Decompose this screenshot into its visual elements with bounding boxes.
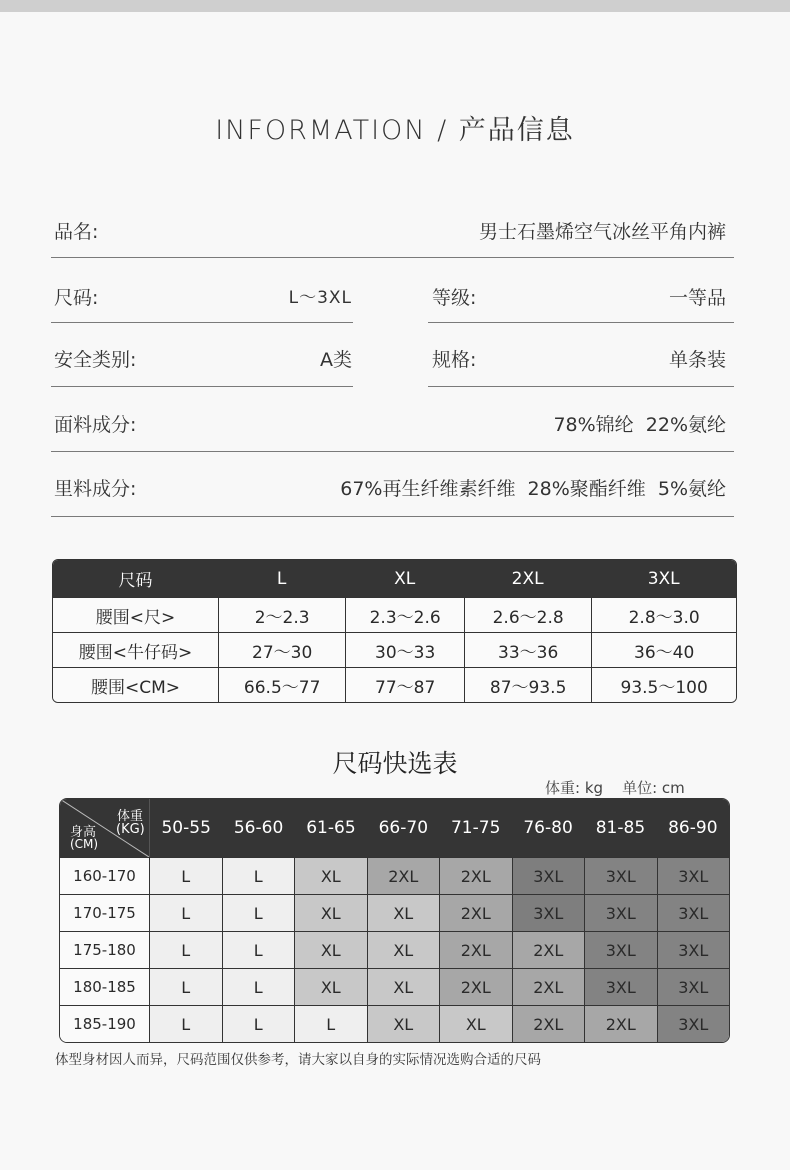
table-cell: 27～30 (218, 632, 345, 667)
size-cell: 3XL (657, 932, 730, 968)
table-row (60, 857, 729, 894)
weight-header: 61-65 (306, 818, 356, 838)
weight-header: 86-90 (668, 818, 718, 838)
size-cell: 2XL (367, 858, 440, 894)
size-cell: 3XL (657, 1006, 730, 1042)
name-label: 品名: (54, 221, 99, 243)
table-row (53, 597, 736, 632)
header-3xl: 3XL (591, 560, 736, 597)
size-cell: 3XL (657, 858, 730, 894)
corner-cm: (CM) (70, 837, 99, 851)
table-row (60, 931, 729, 968)
size-cell: L (149, 1006, 222, 1042)
weight-header: 71-75 (450, 818, 501, 838)
corner-height: 身高 (70, 825, 97, 840)
size-cell: XL (439, 1006, 512, 1042)
size-cell: L (294, 1006, 367, 1042)
table-cell: 30～33 (345, 632, 464, 667)
size-cell: XL (294, 932, 367, 968)
table-row (60, 1005, 729, 1042)
table-cell: 2～2.3 (218, 597, 345, 632)
table-row (53, 632, 736, 667)
size-cell: XL (367, 969, 440, 1005)
safety-label: 安全类别: (54, 349, 137, 371)
quick-table-title: 尺码快选表 (332, 749, 458, 778)
divider (428, 386, 734, 387)
table-row (53, 667, 736, 702)
divider (51, 516, 734, 517)
size-cell: 2XL (584, 1006, 657, 1042)
size-cell: L (222, 969, 295, 1005)
size-cell: L (222, 932, 295, 968)
size-cell: 3XL (584, 932, 657, 968)
table-cell: 2.8～3.0 (591, 597, 736, 632)
size-cell: 2XL (512, 1006, 585, 1042)
size-cell: L (222, 1006, 295, 1042)
weight-header: 50-55 (161, 818, 211, 838)
grade-label: 等级: (432, 287, 477, 309)
table-cell: 2.3～2.6 (345, 597, 464, 632)
size-cell: 2XL (512, 932, 585, 968)
name-value: 男士石墨烯空气冰丝平角内裤 (478, 221, 726, 243)
fabric-label: 面料成分: (54, 414, 137, 436)
size-cell: 3XL (657, 895, 730, 931)
table-cell: 66.5～77 (218, 667, 345, 702)
divider (428, 322, 734, 323)
header-2xl: 2XL (464, 560, 591, 597)
quick-table-header (60, 799, 729, 857)
height-label: 185-190 (60, 1006, 149, 1042)
divider (51, 322, 353, 323)
size-cell: 3XL (512, 858, 585, 894)
table-cell: 36～40 (591, 632, 736, 667)
weight-header: 66-70 (378, 818, 429, 838)
spec-label: 规格: (432, 349, 477, 371)
size-cell: L (222, 895, 295, 931)
size-cell: XL (294, 969, 367, 1005)
table-cell: 87～93.5 (464, 667, 591, 702)
size-cell: XL (367, 895, 440, 931)
lining-value: 67%再生纤维素纤维 28%聚酯纤维 5%氨纶 (340, 478, 726, 500)
weight-header: 76-80 (523, 818, 573, 838)
top-decorative-bar (0, 0, 790, 12)
divider (51, 257, 734, 258)
size-cell: 2XL (439, 895, 512, 931)
size-cell: 2XL (439, 969, 512, 1005)
size-label: 尺码: (54, 287, 99, 309)
table-row (60, 968, 729, 1005)
size-cell: 3XL (584, 969, 657, 1005)
quick-size-table (59, 798, 730, 1043)
size-cell: 3XL (584, 895, 657, 931)
fabric-value: 78%锦纶 22%氨纶 (553, 414, 726, 436)
spec-value: 单条装 (668, 349, 726, 371)
size-table-header (53, 560, 736, 597)
table-cell: 2.6～2.8 (464, 597, 591, 632)
size-cell: XL (294, 858, 367, 894)
size-cell: 3XL (512, 895, 585, 931)
header-xl: XL (345, 560, 464, 597)
table-cell: 93.5～100 (591, 667, 736, 702)
table-cell: 33～36 (464, 632, 591, 667)
size-value: L～3XL (288, 288, 352, 308)
lining-label: 里料成分: (54, 478, 137, 500)
corner-kg: (KG) (116, 822, 145, 837)
header-size: 尺码 (53, 560, 218, 597)
weight-header: 56-60 (233, 818, 284, 838)
height-label: 160-170 (60, 858, 149, 894)
size-cell: XL (367, 1006, 440, 1042)
size-cell: XL (367, 932, 440, 968)
size-cell: L (149, 858, 222, 894)
table-row (60, 894, 729, 931)
divider (51, 386, 353, 387)
table-cell: 77～87 (345, 667, 464, 702)
row-label: 腰围<牛仔码> (53, 632, 218, 667)
page-title: INFORMATION / 产品信息 (215, 115, 575, 146)
size-cell: XL (294, 895, 367, 931)
safety-value: A类 (320, 349, 352, 371)
height-label: 175-180 (60, 932, 149, 968)
size-cell: L (222, 858, 295, 894)
units-note: 体重: kg 单位: cm (545, 779, 685, 797)
row-label: 腰围<CM> (53, 667, 218, 702)
size-cell: L (149, 895, 222, 931)
size-cell: 3XL (657, 969, 730, 1005)
grade-value: 一等品 (668, 287, 726, 309)
divider (51, 451, 734, 452)
height-label: 170-175 (60, 895, 149, 931)
size-table (52, 559, 737, 703)
header-l: L (218, 560, 345, 597)
height-label: 180-185 (60, 969, 149, 1005)
row-label: 腰围<尺> (53, 597, 218, 632)
size-cell: 2XL (439, 858, 512, 894)
size-cell: 2XL (439, 932, 512, 968)
weight-header: 81-85 (595, 818, 646, 838)
size-cell: 3XL (584, 858, 657, 894)
size-cell: 2XL (512, 969, 585, 1005)
corner-cell (60, 799, 150, 857)
corner-weight: 体重 (117, 809, 144, 824)
size-disclaimer: 体型身材因人而异，尺码范围仅供参考，请大家以自身的实际情况选购合适的尺码 (55, 1052, 541, 1068)
size-cell: L (149, 932, 222, 968)
size-cell: L (149, 969, 222, 1005)
